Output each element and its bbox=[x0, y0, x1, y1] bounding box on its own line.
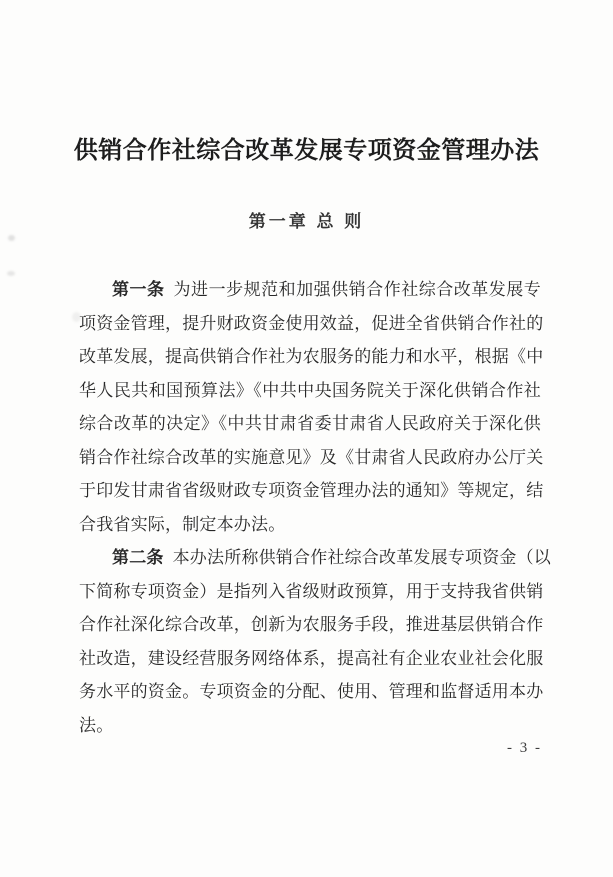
article-2-term: 第二条 bbox=[112, 548, 164, 567]
scan-artifact bbox=[7, 271, 15, 276]
text-line bbox=[79, 541, 552, 575]
text-segment: 为进一步规范和加强供销合作社综合改革发展专 bbox=[173, 280, 541, 299]
scan-artifact bbox=[8, 235, 15, 241]
text-line: 务水平的资金。专项资金的分配、使用、管理和监督适用本办 bbox=[79, 682, 544, 701]
text-line: 项资金管理，提升财政资金使用效益，促进全省供销合作社的 bbox=[79, 313, 544, 333]
text-line: 综合改革的决定》《中共甘肃省委甘肃省人民政府关于深化供 bbox=[79, 414, 541, 433]
text-line: 合我省实际，制定本办法。 bbox=[79, 514, 286, 534]
text-line: 华人民共和国预算法》《中共中央国务院关于深化供销合作社 bbox=[79, 380, 541, 400]
text-line: 改革发展，提高供销合作社为农服务的能力和水平，根据《中 bbox=[79, 347, 544, 366]
text-segment: 本办法所称供销合作社综合改革发展专项资金（以 bbox=[172, 548, 552, 567]
text-line: 合作社深化综合改革，创新为农服务手段，推进基层供销合作 bbox=[79, 615, 544, 634]
text-line bbox=[79, 273, 541, 307]
document-body bbox=[79, 273, 552, 742]
text-line: 法。 bbox=[79, 715, 114, 735]
article-1-term: 第一条 bbox=[112, 280, 165, 299]
text-line: 社改造，建设经营服务网络体系，提高社有企业农业社会化服 bbox=[79, 648, 544, 668]
text-line: 下简称专项资金）是指列入省级财政预算，用于支持我省供销 bbox=[79, 581, 544, 601]
page-number: - 3 - bbox=[507, 740, 542, 756]
chapter-heading: 第一章 总 则 bbox=[248, 212, 365, 231]
document-title: 供销合作社综合改革发展专项资金管理办法 bbox=[73, 138, 540, 164]
text-line: 于印发甘肃省省级财政专项资金管理办法的通知》等规定，结 bbox=[79, 481, 544, 500]
article-1-paragraph bbox=[79, 273, 544, 541]
article-2-paragraph bbox=[79, 541, 552, 742]
text-line: 销合作社综合改革的实施意见》及《甘肃省人民政府办公厅关 bbox=[79, 447, 544, 467]
